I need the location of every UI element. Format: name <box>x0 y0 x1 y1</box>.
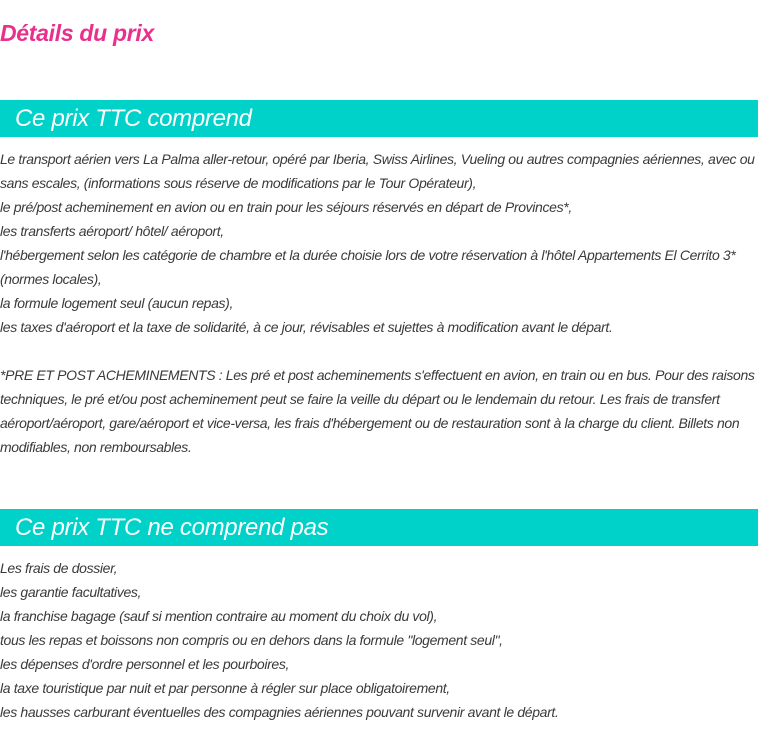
included-item-taxes: les taxes d'aéroport et la taxe de solidarité, à ce jour, révisables et sujettes à modification avant le départ. <box>0 319 613 335</box>
included-item-board: la formule logement seul (aucun repas), <box>0 295 234 311</box>
included-item-transport: Le transport aérien vers La Palma aller-retour, opéré par Iberia, Swiss Airlines, Vueling ou autres compagnies aériennes, avec ou sans escales, (informations sous réserve de modifications par le Tour Opérateur), <box>0 151 755 191</box>
excluded-item-personal: les dépenses d'ordre personnel et les pourboires, <box>0 656 290 672</box>
included-list <box>0 147 758 459</box>
excluded-section-header: Ce prix TTC ne comprend pas <box>0 509 758 546</box>
page-title: Détails du prix <box>0 20 154 46</box>
pre-post-note: *PRE ET POST ACHEMINEMENTS : Les pré et post acheminements s'effectuent en avion, en train ou en bus. Pour des raisons techniques, le pré et/ou post acheminement peut se faire la veille du départ ou le lendemain du retour. Les frais de transfert aéroport/aéroport, gare/aéroport et vice-versa, les frais d'hébergement ou de restauration sont à la charge du client. Billets non modifiables, non remboursables. <box>0 367 755 455</box>
included-item-accommodation: l'hébergement selon les catégorie de chambre et la durée choisie lors de votre réservation à l'hôtel Appartements El Cerrito 3* (normes locales), <box>0 247 736 287</box>
excluded-item-fees: Les frais de dossier, <box>0 560 118 576</box>
excluded-item-tourist-tax: la taxe touristique par nuit et par personne à régler sur place obligatoirement, <box>0 680 450 696</box>
excluded-item-baggage: la franchise bagage (sauf si mention contraire au moment du choix du vol), <box>0 608 438 624</box>
included-section-header: Ce prix TTC comprend <box>0 100 758 137</box>
excluded-item-insurance: les garantie facultatives, <box>0 584 142 600</box>
included-item-pre-post: le pré/post acheminement en avion ou en train pour les séjours réservés en départ de Provinces*, <box>0 199 572 215</box>
excluded-item-meals: tous les repas et boissons non compris ou en dehors dans la formule "logement seul", <box>0 632 503 648</box>
excluded-list <box>0 556 758 724</box>
included-item-transfers: les transferts aéroport/ hôtel/ aéroport, <box>0 223 224 239</box>
excluded-item-fuel: les hausses carburant éventuelles des compagnies aériennes pouvant survenir avant le départ. <box>0 704 559 720</box>
